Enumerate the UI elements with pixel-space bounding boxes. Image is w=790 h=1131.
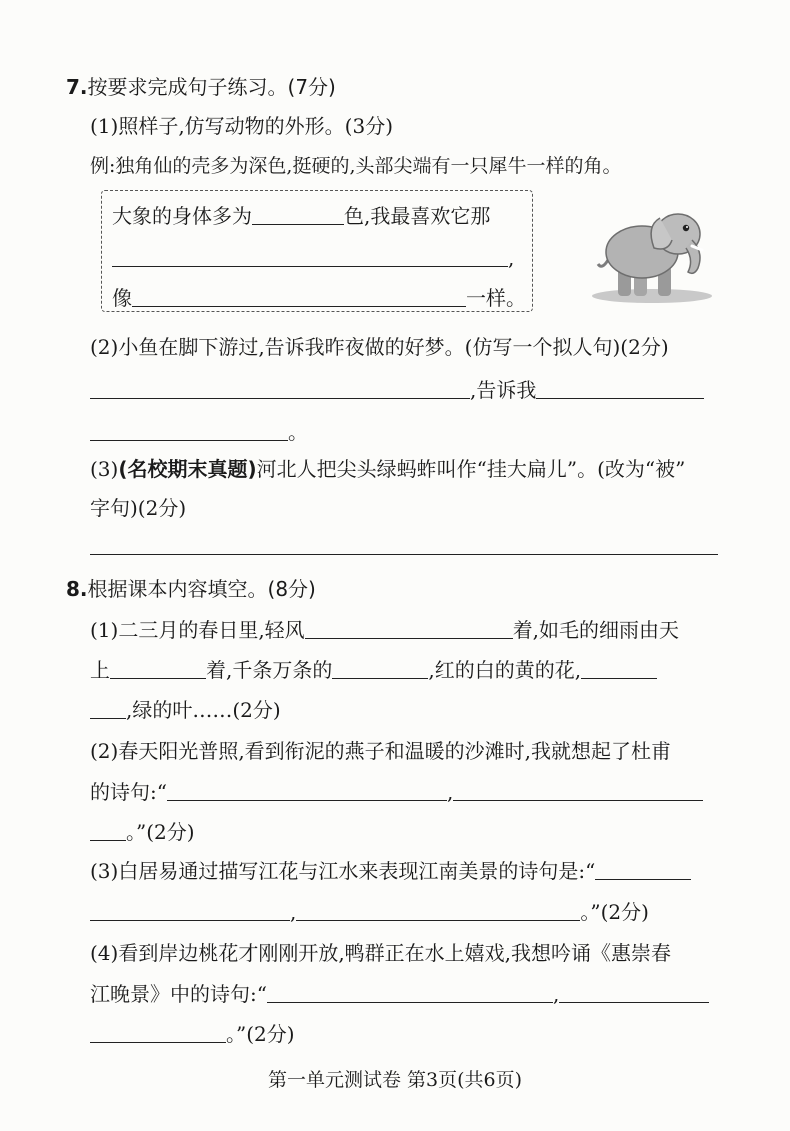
q8-p1-f: ,绿的叶……(2分) <box>126 698 281 722</box>
box-like: 像 <box>112 286 132 310</box>
q8-p1-d: 着,千条万条的 <box>206 658 333 682</box>
q7-box-line2 <box>112 244 514 272</box>
blank-q8-1a[interactable] <box>305 618 513 639</box>
source-tag: (名校期末真题) <box>118 457 257 481</box>
q8-part2-line2 <box>90 778 703 806</box>
blank-personification-c[interactable] <box>90 420 288 441</box>
q8-part2-line3 <box>90 818 195 846</box>
blank-q8-2a[interactable] <box>167 780 447 801</box>
q8-p3-c: 。”(2分) <box>580 900 649 924</box>
blank-q8-1d[interactable] <box>581 658 657 679</box>
blank-q8-3b[interactable] <box>90 900 290 921</box>
blank-body-part[interactable] <box>112 246 508 267</box>
q8-p2-c: , <box>446 780 454 804</box>
blank-q8-1c[interactable] <box>332 658 428 679</box>
q8-p2-d: 。”(2分) <box>126 820 195 844</box>
q7-title: 按要求完成句子练习。(7分) <box>87 75 336 99</box>
q8-p1-e: ,红的白的黄的花, <box>428 658 582 682</box>
blank-q8-2b[interactable] <box>453 780 703 801</box>
q7-part3-text: 河北人把尖头绿蚂蚱叫作“挂大扁儿”。(改为“被” <box>256 457 686 481</box>
q8-heading <box>66 575 316 603</box>
q8-p1-b: 着,如毛的细雨由天 <box>512 618 680 642</box>
q7-part3-answer <box>90 532 718 560</box>
blank-q8-4a[interactable] <box>267 982 553 1003</box>
blank-q8-4c[interactable] <box>90 1022 226 1043</box>
q8-part4-line1: (4)看到岸边桃花才刚刚开放,鸭群正在水上嬉戏,我想吟诵《惠崇春 <box>90 941 672 965</box>
q8-p4-d: 。”(2分) <box>226 1022 295 1046</box>
q8-title: 根据课本内容填空。(8分) <box>87 577 316 601</box>
q8-p2-b: 的诗句:“ <box>90 780 167 804</box>
q8-number: 8. <box>66 577 88 601</box>
blank-personification-a[interactable] <box>90 378 470 399</box>
q7-part2-end: 。 <box>288 420 308 444</box>
q8-part1-line1 <box>90 616 679 644</box>
q8-part3-line2 <box>90 898 649 926</box>
q8-part3-line1 <box>90 857 691 885</box>
q8-p1-c: 上 <box>90 658 110 682</box>
q7-part2-line2 <box>90 418 308 446</box>
q7-part1-title: (1)照样子,仿写动物的外形。(3分) <box>90 114 394 138</box>
q8-part4-line3 <box>90 1020 295 1048</box>
q7-part2-title: (2)小鱼在脚下游过,告诉我昨夜做的好梦。(仿写一个拟人句)(2分) <box>90 335 669 359</box>
q7-part2-line1 <box>90 376 704 404</box>
q7-part3-line2: 字句)(2分) <box>90 496 187 520</box>
q8-p4-c: , <box>552 982 560 1006</box>
q8-p4-b: 江晚景》中的诗句:“ <box>90 982 267 1006</box>
q7-part3-line1 <box>90 455 685 483</box>
blank-bei-sentence[interactable] <box>90 534 718 555</box>
elephant-illustration <box>588 200 716 306</box>
blank-personification-b[interactable] <box>536 378 704 399</box>
blank-q8-4b[interactable] <box>559 982 709 1003</box>
q8-part2-line1: (2)春天阳光普照,看到衔泥的燕子和温暖的沙滩时,我就想起了杜甫 <box>90 739 672 763</box>
blank-q8-2c[interactable] <box>90 820 126 841</box>
blank-q8-3c[interactable] <box>296 900 580 921</box>
box-comma: , <box>508 246 515 270</box>
q7-heading <box>66 73 336 101</box>
box-end: 一样。 <box>466 286 526 310</box>
box-text-a: 大象的身体多为 <box>112 204 252 228</box>
blank-q8-1e[interactable] <box>90 698 126 719</box>
blank-q8-3a[interactable] <box>595 859 691 880</box>
blank-comparison[interactable] <box>132 286 466 307</box>
q7-part1-example: 例:独角仙的壳多为深色,挺硬的,头部尖端有一只犀牛一样的角。 <box>90 155 622 177</box>
q8-p3-a: (3)白居易通过描写江花与江水来表现江南美景的诗句是:“ <box>90 859 596 883</box>
q7-part3-pre: (3) <box>90 457 119 481</box>
q7-part2-mid: ,告诉我 <box>470 378 537 402</box>
box-text-b: 色,我最喜欢它那 <box>344 204 491 228</box>
blank-q8-1b[interactable] <box>110 658 206 679</box>
q7-box-line1 <box>112 202 490 230</box>
q8-part1-line2 <box>90 656 657 684</box>
q8-part1-line3 <box>90 696 281 724</box>
blank-color[interactable] <box>252 204 344 225</box>
q7-box-line3 <box>112 284 526 312</box>
q8-p3-b: , <box>290 900 297 924</box>
q8-p1-a: (1)二三月的春日里,轻风 <box>90 618 305 642</box>
q8-part4-line2 <box>90 980 709 1008</box>
page-footer: 第一单元测试卷 第3页(共6页) <box>267 1069 523 1091</box>
q7-number: 7. <box>66 75 88 99</box>
